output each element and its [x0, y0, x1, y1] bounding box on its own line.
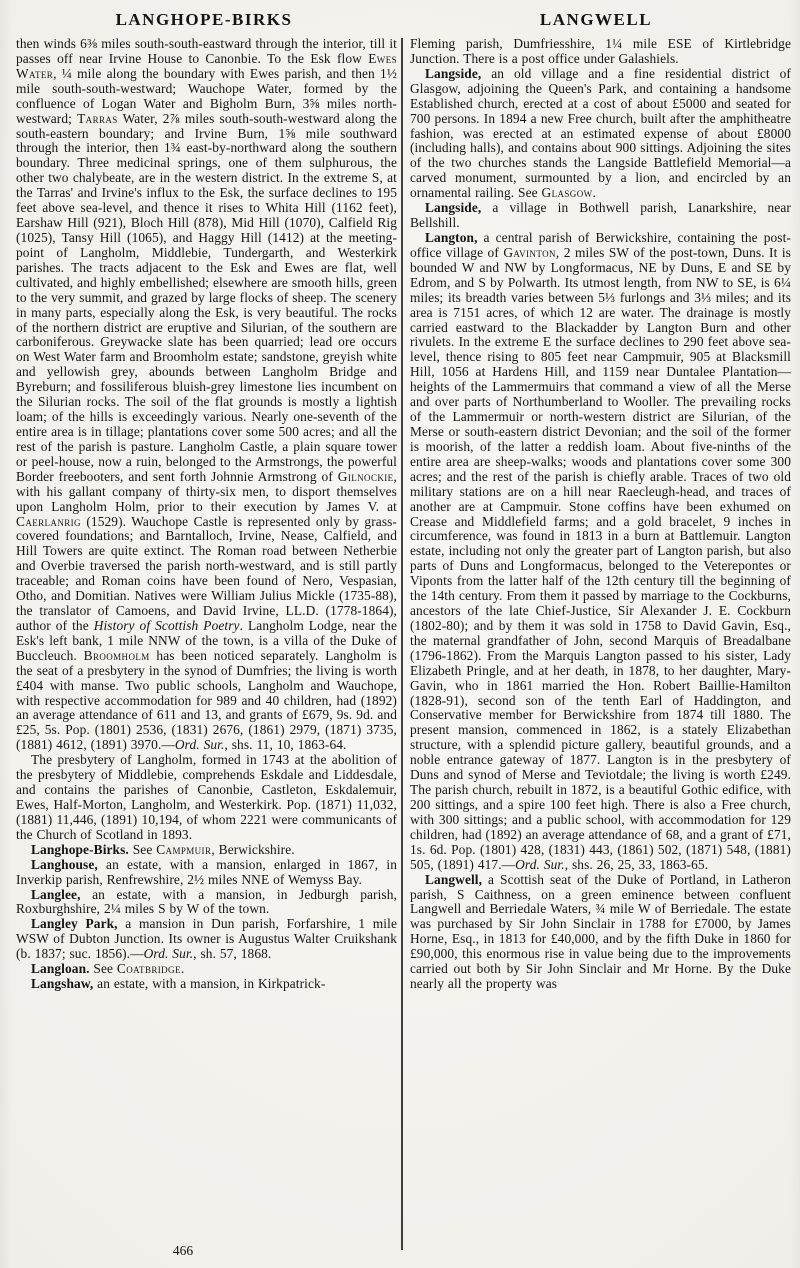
entry-paragraph [16, 858, 397, 888]
page-number: 466 [172, 1243, 194, 1258]
entry-text: Glasgow [541, 185, 593, 201]
entry-text: , sh. 57, 1868. [193, 946, 272, 962]
entry-paragraph [410, 37, 791, 67]
entry-text: a mansion in Dun parish, Forfarshire, 1 mile WSW of Dubton Junction. Its owner is Augustus Walter Cruikshank (b. 1837; suc. 1856).— [16, 916, 397, 962]
entry-text: , shs. 11, 10, 1863-64. [224, 737, 347, 753]
entry-name: Langshaw, [31, 976, 94, 992]
entry-text: , shs. 26, 25, 33, 1863-65. [564, 856, 709, 872]
entry-text: Gavinton [503, 244, 556, 260]
running-head-left: LANGHOPE-BIRKS [115, 10, 293, 29]
entry-text: Coatbridge [116, 961, 181, 977]
entry-text: History of Scottish Poetry [93, 617, 240, 633]
entry-paragraph [16, 962, 397, 977]
entry-text: a village in Bothwell parish, Lanarkshire, near Bellshill. [410, 200, 791, 231]
running-head-right: LANGWELL [539, 10, 653, 29]
entry-text: See [89, 961, 117, 977]
entry-text: Ord. Sur. [174, 737, 225, 753]
entry-name: Langside, [425, 200, 482, 216]
entry-name: Langwell, [425, 871, 483, 887]
entry-paragraph [410, 873, 791, 992]
entry-paragraph [16, 888, 397, 918]
entry-text: . Langholm Lodge, near the Esk's left bank, 1 mile NNW of the town, is a villa of the Duke of Buccleuch. [16, 617, 397, 663]
entry-name: Langley Park, [31, 916, 118, 932]
entry-text: The presbytery of Langholm, formed in 1743 at the abolition of the presbytery of Middlebie, comprehends Eskdale and Liddesdale, and contains the parishes of Canonbie, Castleton, Eskdalemuir, Ewes, Half-Morton, Langholm, and Westerkirk. Pop. (1871) 11,032, (1881) 11,446, (1891) 10,194, of whom 2221 were communicants of the Church of Scotland in 1893. [16, 752, 397, 842]
entry-text: , 2 miles SW of the post-town, Duns. It is bounded W and NW by Longformacus, NE by Duns, E and SE by Edrom, and S by Polwarth. Its utmost length, from NW to SE, is 6¼ miles; its breadth varies between 5⅓ furlongs and 3⅓ miles; and its area is 7151 acres, of which 12 are water. The drainage is mostly carried eastward to the Blackadder by Langton Burn and other rivulets. In the extreme E the surface declines to 290 feet above sea-level, thence rising to 805 feet near Campmuir, 905 at Blacksmill Hill, 1056 at Hardens Hill, and 1159 near Duntalee Plantation—heights of the Lammermuirs that command a view of all the Merse and over parts of Northumberland to Wooller. The prevailing rocks of the Lammermuir or north-western district are Silurian, of the Merse or south-eastern district Devonian; and the soil of the former is moorish, of the latter a reddish loam. About five-ninths of the entire area are sheep-walks; woods and plantations cover some 300 acres; and the rest of the parish is chiefly arable. Traces of two old military stations are on a hill near Raecleugh-head, and traces of another are at Campmuir. Stone coffins have been exhumed on Crease and Middlefield farms; and a gold bracelet, 9 inches in circumference, was found in 1813 in a burn at Battlemuir. Langton estate, including not only the greater part of Langton parish, but also parts of Duns and Longformacus, belonged to the Veterepontes or Viponts from the latter half of the 12th century till the beginning of the 14th century. From them it passed by marriage to the Cockburns, ancestors of the late Chief-Justice, Sir Alexander J. E. Cockburn (1802-80); and by them it was sold in 1758 to David Gavin, Esq., the maternal grandfather of John, second Marquis of Breadalbane (1796-1862). From the Marquis Langton passed to his sister, Lady Elizabeth Pringle, and at her death, in 1878, to her daughter, Mary-Gavin, who in 1861 married the Hon. Robert Baillie-Hamilton (1828-91), second son of the tenth Earl of Haddington, and Conservative member for Berwickshire from 1874 till 1880. The present mansion, commenced in 1862, is a stately Elizabethan structure, with a splendid picture gallery, beautiful grounds, and a noble entrance gateway of 1877. Langton is in the presbytery of Duns and synod of Merse and Teviotdale; the living is worth £249. The parish church, rebuilt in 1872, is a beautiful Gothic edifice, with 200 sittings, and a spire 100 feet high. There is also a Free church, with 300 sittings; and a public school, with accommodation for 129 children, had (1892) an average attendance of 68, and a grant of £71, 1s. 6d. Pop. (1801) 428, (1831) 443, (1861) 502, (1871) 548, (1881) 505, (1891) 417.— [410, 244, 791, 872]
entry-text: a Scottish seat of the Duke of Portland, in Latheron parish, S Caithness, on a green eminence between confluent Langwell and Berriedale Waters, ¾ mile W of Berriedale. The estate was purchased by Sir John Sinclair in 1788 for £7000, by James Horne, Esq., in 1813 for £40,000, and by the fifth Duke in 1860 for £90,000, this enormous rise in value being due to the improvements carried out both by Sir John Sinclair and Mr Horne. By the Duke nearly all the property was [410, 871, 791, 992]
entry-text: , with his gallant company of thirty-six men, to disport themselves upon Langholm Holm, prior to their execution by James V. at [16, 468, 397, 514]
text-column-right [410, 37, 791, 1242]
entry-text: See [128, 841, 157, 857]
entry-text: Tarras [77, 110, 118, 126]
entry-paragraph [16, 37, 397, 753]
entry-text: Broomholm [83, 647, 150, 663]
entry-paragraph [410, 67, 791, 201]
entry-text: Campmuir [156, 841, 212, 857]
entry-text: an estate, with a mansion, in Jedburgh parish, Roxburghshire, 2¼ miles S by W of the town. [16, 886, 397, 917]
entry-text: Fleming parish, Dumfriesshire, 1¼ mile ESE of Kirtlebridge Junction. There is a post office under Galashiels. [410, 37, 791, 66]
entry-paragraph [16, 843, 397, 858]
entry-text: Caerlanrig [16, 513, 81, 529]
entry-text: Gilnockie [337, 468, 394, 484]
entry-text: has been noticed separately. Langholm is the seat of a presbytery in the synod of Dumfries; the living is worth £404 with manse. Two public schools, Langholm and Wauchope, with respective accommodation for 989 and 40 children, had (1892) an average attendance of 611 and 13, and grants of £679, 9s. 9d. and £25, 5s. Pop. (1801) 2536, (1831) 2676, (1861) 2979, (1871) 3735, (1881) 4612, (1891) 3970.— [16, 647, 397, 753]
entry-name: Langlee, [31, 886, 81, 902]
entry-text: Ewes Water [16, 50, 397, 81]
entry-text: (1529). Wauchope Castle is represented only by grass-covered foundations; and Barntalloch, Irvine, Nease, Calfield, and Hill Towers are quite extinct. The Roman road between Netherbie and Overbie traversed the parish north-westward, and is still partly traceable; and Roman coins have been found of Nero, Vespasian, Otho, and Domitian. Natives were William Julius Mickle (1735-88), the translator of Camoens, and David Irvine, LL.D. (1778-1864), author of the [16, 513, 397, 633]
entry-text: then winds 6⅜ miles south-south-eastward through the interior, till it passes off near Irvine House to Canonbie. To the Esk flow [16, 37, 397, 66]
entry-name: Langton, [425, 229, 478, 245]
entry-text: , Berwickshire. [211, 841, 295, 857]
entry-paragraph [410, 231, 791, 873]
entry-text: an estate, with a mansion, in Kirkpatrick- [93, 976, 326, 992]
entry-text: Water, 2⅞ miles south-south-westward along the south-eastern boundary; and Irvine Burn, 1⅝ mile southward through the interior, then 1¾ east-by-northward along the southern boundary. Three medicinal springs, one of them sulphurous, the other two chalybeate, are in the western district. In the extreme S, at the Tarras' and Irvine's influx to the Esk, the surface declines to 195 feet above sea-level, and thence it rises to Whita Hill (1162 feet), Earshaw Hill (921), Bloch Hill (878), Mid Hill (1070), Calfield Rig (1025), Tansy Hill (1065), and Haggy Hill (1412) at the meeting-point of Langholm, Middlebie, Tundergarth, and Westerkirk parishes. The tracts adjacent to the Esk and Ewes are flat, well cultivated, and highly embellished; elsewhere are smooth hills, green to the very summit, and grazed by large flocks of sheep. The scenery in many parts, especially along the Esk, is very beautiful. The rocks of the northern district are eruptive and Silurian, of the southern are carboniferous. Greywacke slate has been quarried; lead ore occurs on West Water farm and Broomholm estate; sandstone, greyish white and yellowish grey, abounds between Langholm Bridge and Byreburn; and fossiliferous bluish-grey limestone lies incumbent on the Silurian rocks. The soil of the flat grounds is mostly a lightish loam; of the hills is exceedingly various. Nearly one-seventh of the entire area is in tillage; plantations cover some 500 acres; and all the rest of the parish is pasture. Langholm Castle, a plain square tower or peel-house, now a ruin, belonged to the Armstrongs, the powerful Border freebooters, and sent forth Johnnie Armstrong of [16, 110, 397, 484]
entry-text: Ord. Sur. [143, 946, 194, 962]
entry-text: . [180, 961, 185, 977]
entry-text: an old village and a fine residential district of Glasgow, adjoining the Queen's Park, and containing a handsome Established church, erected at a cost of about £5000 and seated for 700 persons. In 1894 a new Free church, built after the amphitheatre fashion, was erected at an estimated expense of about £8000 (including halls), and contains about 900 sittings. Adjoining the sites of the two churches stands the Langside Battlefield Memorial—a carved monument, surmounted by a lion, and encircled by an ornamental railing. See [410, 65, 791, 201]
entry-name: Langloan. [31, 961, 90, 977]
text-column-left [16, 37, 397, 1242]
entry-name: Langhouse, [31, 856, 98, 872]
entry-paragraph [16, 977, 397, 992]
entry-text: . [592, 185, 596, 201]
entry-name: Langhope-Birks. [31, 841, 129, 857]
entry-text: Ord. Sur. [515, 856, 565, 872]
entry-paragraph [16, 917, 397, 962]
entry-text: a central parish of Berwickshire, containing the post-office village of [410, 229, 791, 260]
entry-name: Langside, [425, 65, 482, 81]
entry-paragraph [410, 201, 791, 231]
entry-text: an estate, with a mansion, enlarged in 1867, in Inverkip parish, Renfrewshire, 2½ miles NNE of Wemyss Bay. [16, 856, 397, 887]
column-divider-rule [401, 38, 403, 1250]
entry-paragraph [16, 753, 397, 843]
entry-text: , ¼ mile along the boundary with Ewes parish, and then 1½ mile south-south-westward; Wauchope Water, formed by the confluence of Logan Water and Bigholm Burn, 3⅝ miles north-westward; [16, 65, 397, 126]
